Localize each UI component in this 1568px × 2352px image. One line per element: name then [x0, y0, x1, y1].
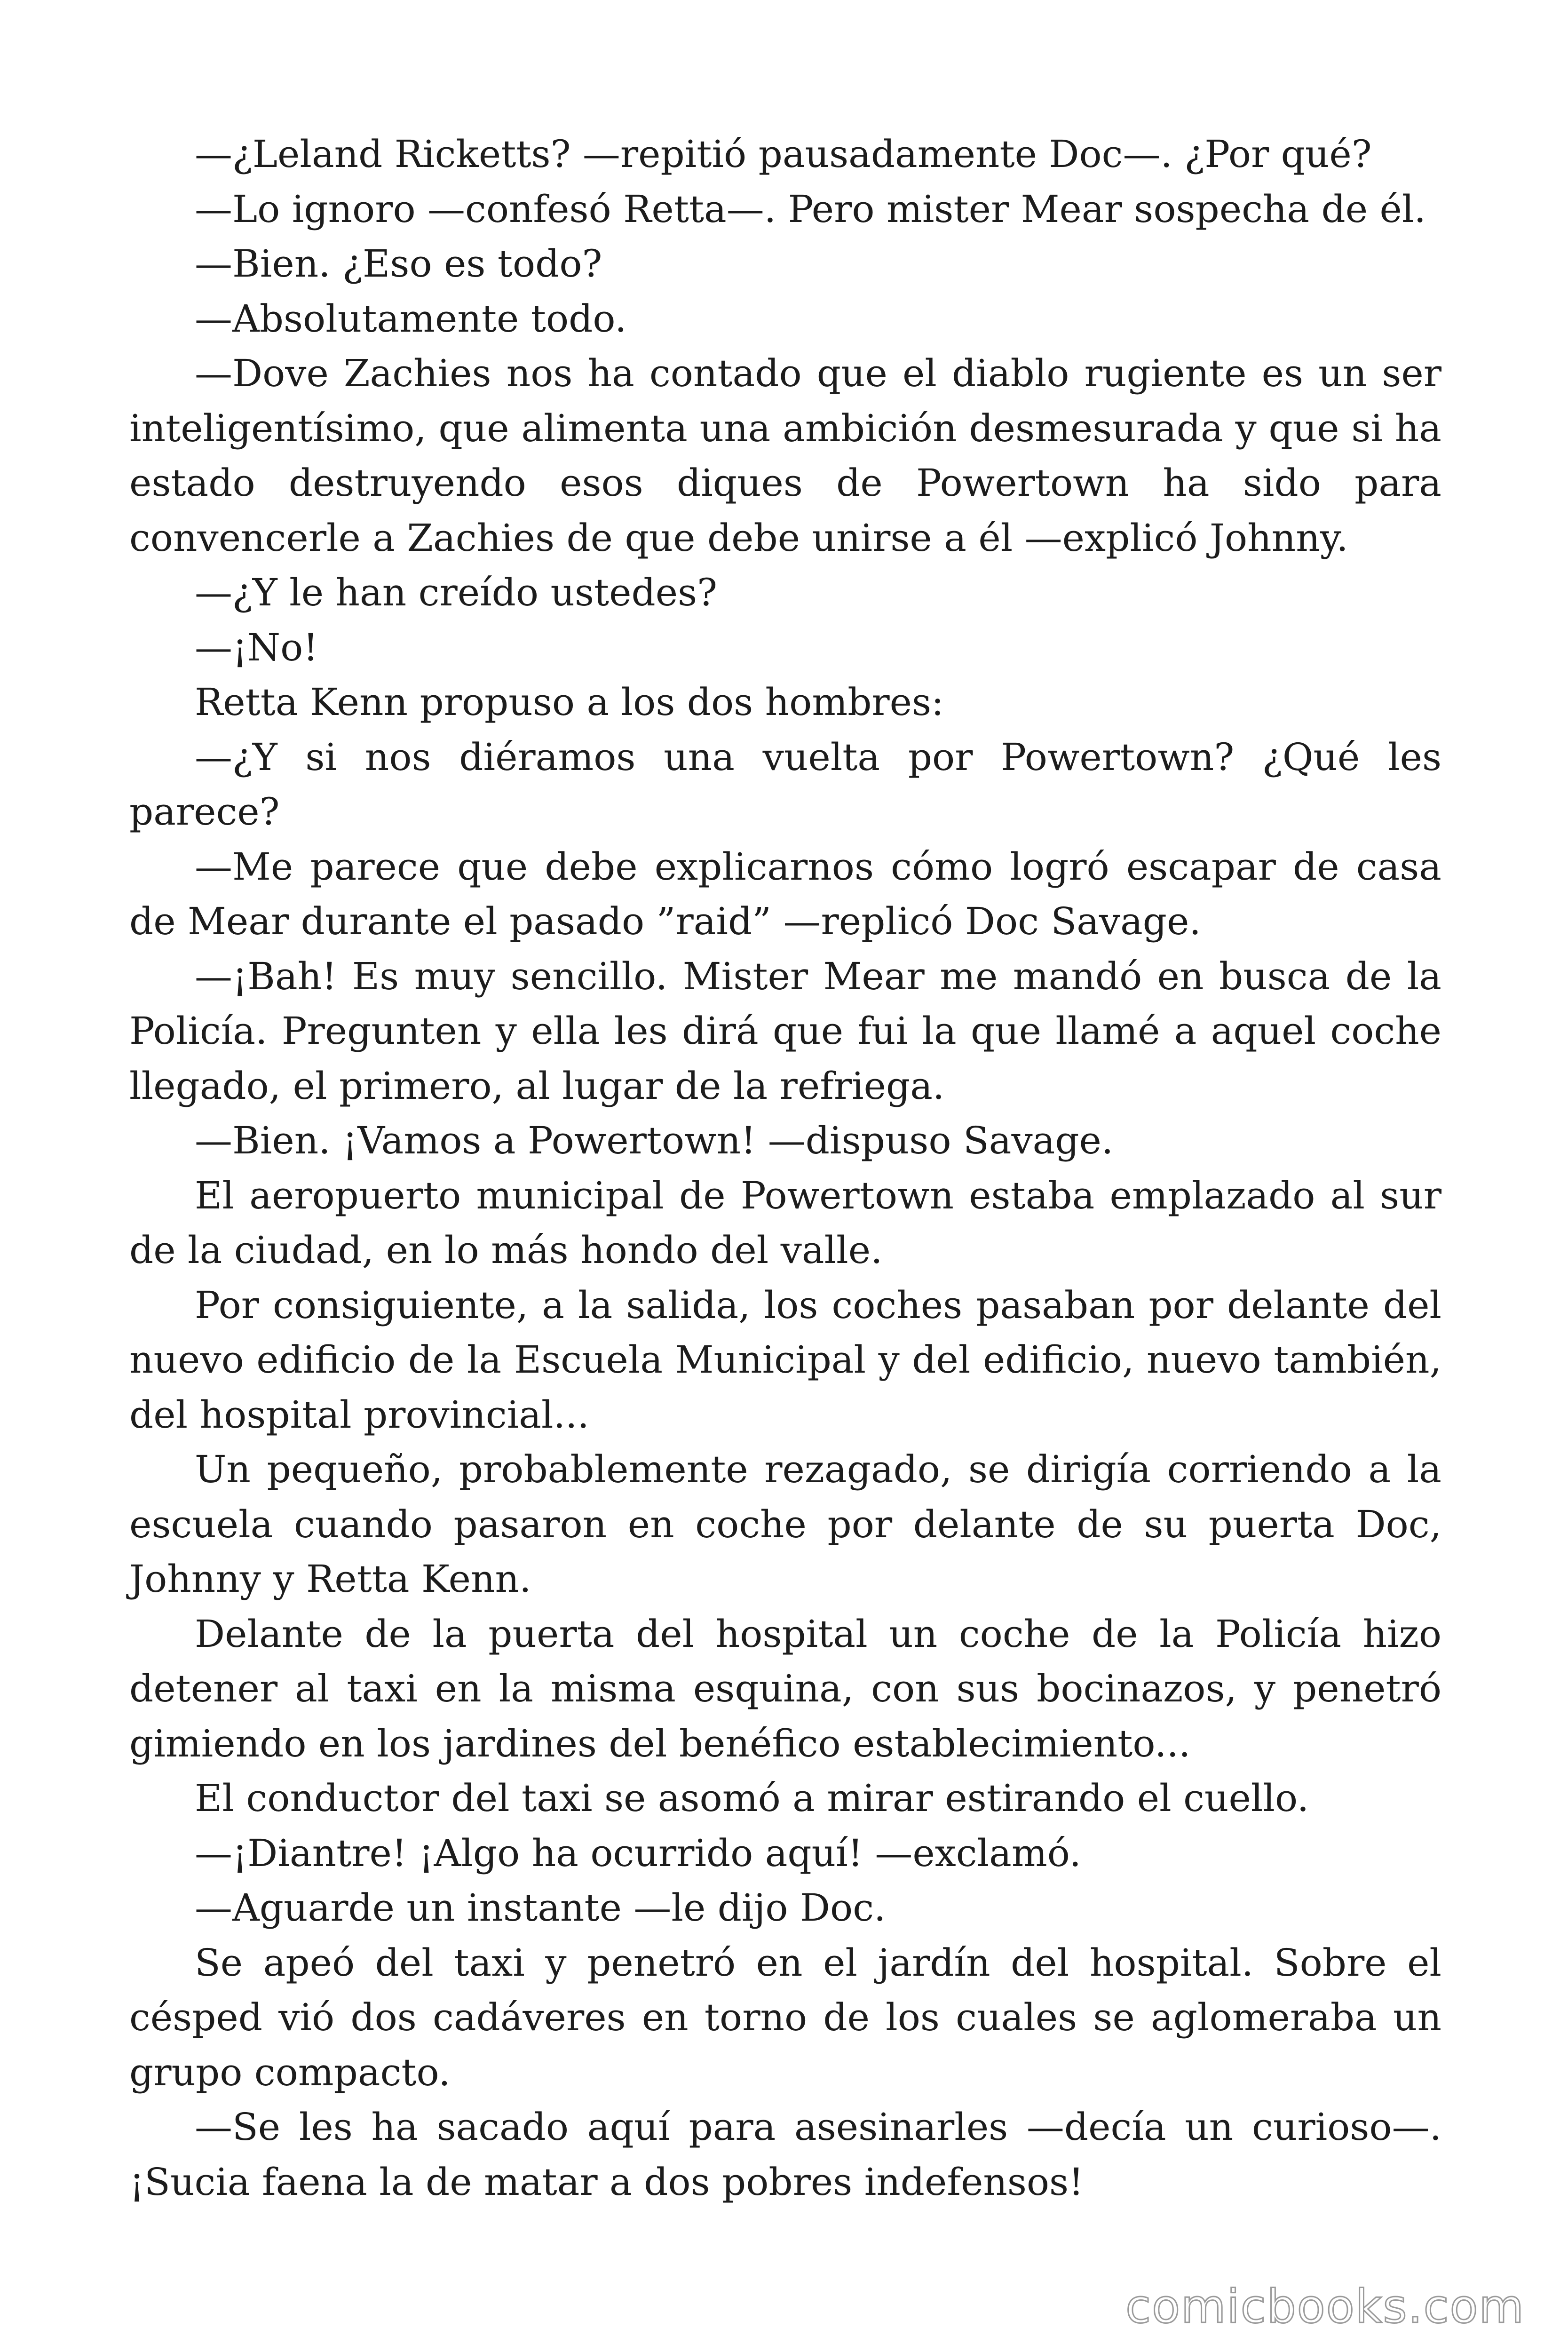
- paragraph: —Bien. ¿Eso es todo?: [195, 242, 602, 286]
- paragraph: Por consiguiente, a la salida, los coches pasaban por delante del nuevo edificio de la Escuela Municipal y del edificio, nuevo también, del hospital provincial...: [129, 1283, 1441, 1437]
- paragraph: —¡Diantre! ¡Algo ha ocurrido aquí! —exclamó.: [195, 1831, 1081, 1875]
- paragraph: —Dove Zachies nos ha contado que el diablo rugiente es un ser inteligentísimo, que alimenta una ambición desmesurada y que si ha estado destruyendo esos diques de Powertown ha sido para convencerle a Zachies de que debe unirse a él —explicó Johnny.: [129, 351, 1441, 560]
- paragraph: Se apeó del taxi y penetró en el jardín del hospital. Sobre el césped vió dos cadáveres en torno de los cuales se aglomeraba un grupo compacto.: [129, 1940, 1441, 2094]
- paragraph: El aeropuerto municipal de Powertown estaba emplazado al sur de la ciudad, en lo más hondo del valle.: [129, 1173, 1441, 1272]
- watermark-logo: comicbooks.com: [1125, 2280, 1525, 2334]
- paragraph: —¡No!: [195, 625, 318, 669]
- book-page-text: [129, 127, 1441, 2209]
- paragraph: —¡Bah! Es muy sencillo. Mister Mear me mandó en busca de la Policía. Pregunten y ella les dirá que fui la que llamé a aquel coche llegado, el primero, al lugar de la refriega.: [129, 954, 1441, 1108]
- paragraph: —Aguarde un instante —le dijo Doc.: [195, 1886, 886, 1930]
- paragraph: —Se les ha sacado aquí para asesinarles —decía un curioso—. ¡Sucia faena la de matar a dos pobres indefensos!: [129, 2105, 1441, 2204]
- paragraph: Delante de la puerta del hospital un coche de la Policía hizo detener al taxi en la misma esquina, con sus bocinazos, y penetró gimiendo en los jardines del benéfico establecimiento...: [129, 1612, 1441, 1765]
- paragraph: Retta Kenn propuso a los dos hombres:: [195, 680, 944, 724]
- paragraph: Un pequeño, probablemente rezagado, se dirigía corriendo a la escuela cuando pasaron en coche por delante de su puerta Doc, Johnny y Retta Kenn.: [129, 1447, 1441, 1601]
- paragraph: —Absolutamente todo.: [195, 296, 627, 341]
- paragraph: —¿Y le han creído ustedes?: [195, 571, 718, 614]
- paragraph: El conductor del taxi se asomó a mirar estirando el cuello.: [195, 1776, 1309, 1820]
- paragraph: —¿Leland Ricketts? —repitió pausadamente Doc—. ¿Por qué?: [195, 132, 1372, 176]
- paragraph: —¿Y si nos diéramos una vuelta por Powertown? ¿Qué les parece?: [129, 735, 1441, 834]
- paragraph: —Bien. ¡Vamos a Powertown! —dispuso Savage.: [195, 1119, 1114, 1162]
- paragraph: —Me parece que debe explicarnos cómo logró escapar de casa de Mear durante el pasado ”raid” —replicó Doc Savage.: [129, 844, 1441, 943]
- paragraph: —Lo ignoro —confesó Retta—. Pero mister Mear sospecha de él.: [195, 187, 1426, 231]
